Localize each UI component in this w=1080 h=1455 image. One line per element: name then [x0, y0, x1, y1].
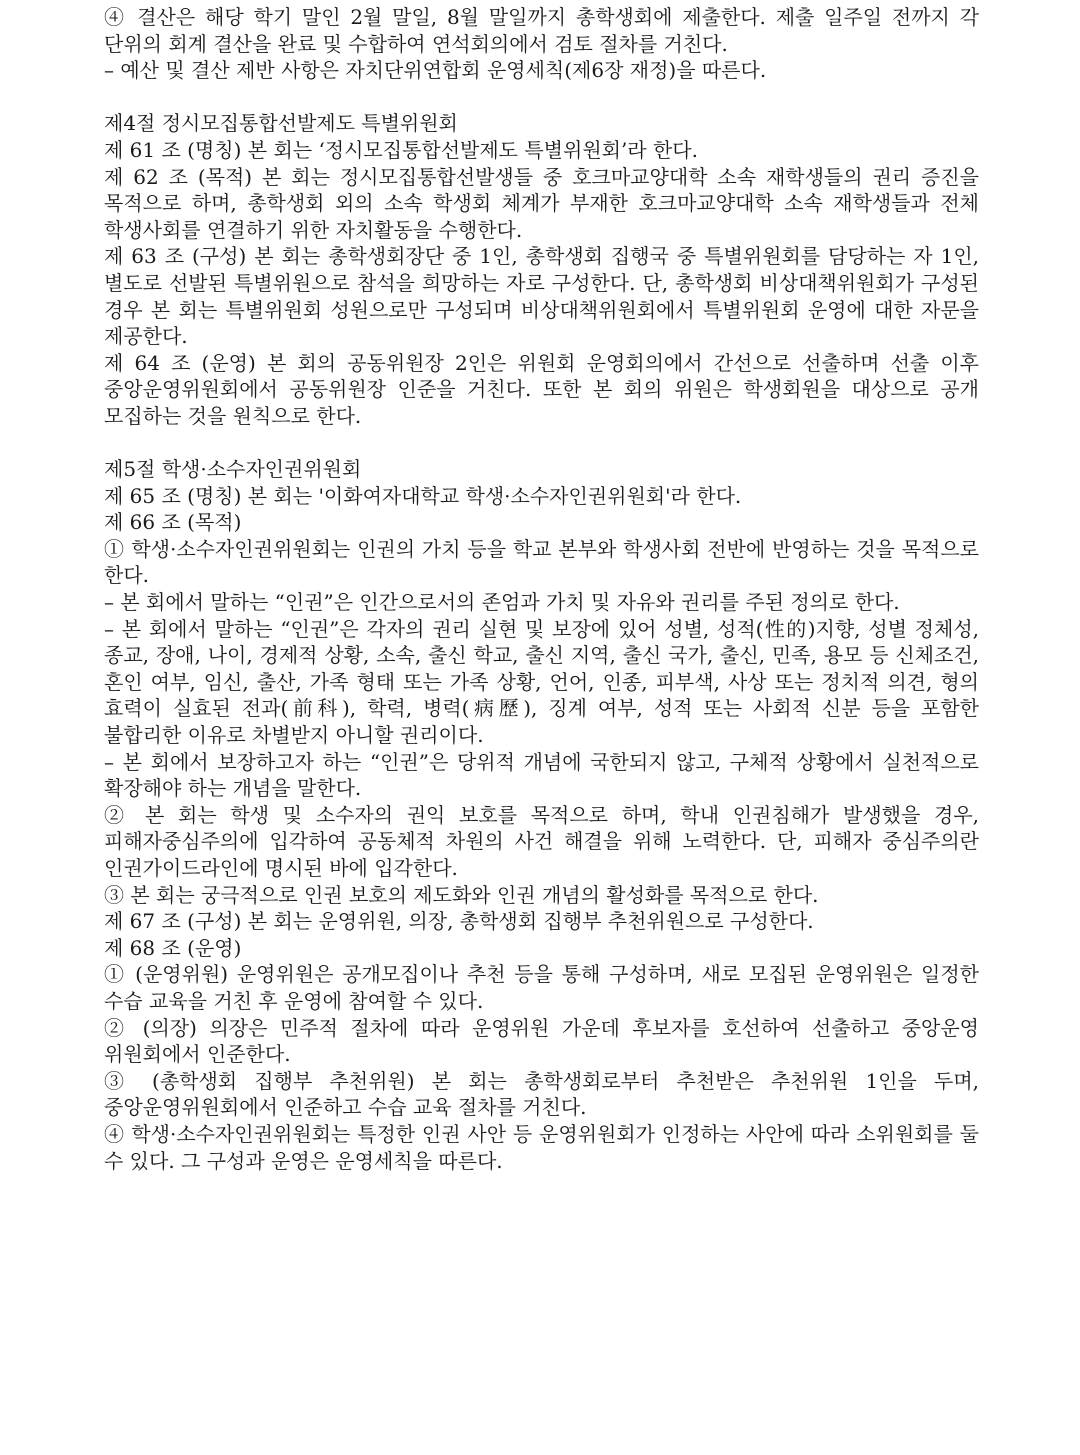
article-66-clause-3: ③ 본 회는 궁극적으로 인권 보호의 제도화와 인권 개념의 활성화를 목적으로 한다. — [104, 882, 819, 907]
article-64: 제 64 조 (운영) 본 회의 공동위원장 2인은 위원회 운영회의에서 간선으로 선출하며 선출 이후 중앙운영위원회에서 공동위원장 인준을 거친다. 또한 본 회의 위원은 학생회원을 대상으로 공개 모집하는 것을 원칙으로 한다. — [104, 350, 979, 428]
article-68-clause-1: ① (운영위원) 운영위원은 공개모집이나 추천 등을 통해 구성하며, 새로 모집된 운영위원은 일정한 수습 교육을 거친 후 운영에 참여할 수 있다. — [104, 962, 979, 1013]
article-68-clause-2: ② (의장) 의장은 민주적 절차에 따라 운영위원 가운데 후보자를 호선하여 선출하고 중앙운영 위원회에서 인준한다. — [104, 1015, 979, 1067]
article-65: 제 65 조 (명칭) 본 회는 '이화여자대학교 학생·소수자인권위원회'라 한다. — [104, 483, 742, 508]
article-68-clause-3: ③ (총학생회 집행부 추천위원) 본 회는 총학생회로부터 추천받은 추천위원 1인을 두며, 중앙운영위원회에서 인준하고 수습 교육 절차를 거친다. — [104, 1068, 979, 1120]
section-heading-4: 제4절 정시모집통합선발제도 특별위원회 — [104, 111, 458, 136]
paragraph-settlement-deadline: ④ 결산은 해당 학기 말인 2월 말일, 8월 말일까지 총학생회에 제출한다. 제출 일주일 전까지 각 단위의 회계 결산을 완료 및 수합하여 연석회의에서 검토 절차를 거친다. — [104, 5, 979, 56]
article-68-clause-4: ④ 학생·소수자인권위원회는 특정한 인권 사안 등 운영위원회가 인정하는 사안에 따라 소위원회를 둘 수 있다. 그 구성과 운영은 운영세칙을 따른다. — [104, 1121, 979, 1173]
article-66-heading: 제 66 조 (목적) — [104, 510, 242, 535]
article-61: 제 61 조 (명칭) 본 회는 ‘정시모집통합선발제도 특별위원회’라 한다. — [104, 137, 698, 162]
document-page — [104, 4, 979, 1174]
paragraph-budget-rules: – 예산 및 결산 제반 사항은 자치단위연합회 운영세칙(제6장 재정)을 따른다. — [104, 58, 767, 83]
article-66-item-definition: – 본 회에서 말하는 “인권”은 인간으로서의 존엄과 가치 및 자유와 권리를 주된 정의로 한다. — [104, 590, 900, 615]
article-66-item-non-discrimination: – 본 회에서 말하는 “인권”은 각자의 권리 실현 및 보장에 있어 성별, 성적(性的)지향, 성별 정체성, 종교, 장애, 나이, 경제적 상황, 소속, 출신 학교, 출신 지역, 출신 국가, 출신, 민족, 용모 등 신체조건, 혼인 여부, 임신, 출산, 가족 형태 또는 가족 상황, 언어, 인종, 피부색, 사상 또는 정치적 의견, 형의 효력이 실효된 전과(前科), 학력, 병력(病歷), 징계 여부, 성적 또는 사회적 신분 등을 포함한 불합리한 이유로 차별받지 아니할 권리이다. — [104, 616, 979, 748]
section-spacer — [104, 84, 979, 111]
article-67: 제 67 조 (구성) 본 회는 운영위원, 의장, 총학생회 집행부 추천위원으로 구성한다. — [104, 909, 814, 934]
article-66-clause-1: ① 학생·소수자인권위원회는 인권의 가치 등을 학교 본부와 학생사회 전반에 반영하는 것을 목적으로 한다. — [104, 536, 979, 588]
section-spacer — [104, 430, 979, 457]
article-62: 제 62 조 (목적) 본 회는 정시모집통합선발생들 중 호크마교양대학 소속 재학생들의 권리 증진을 목적으로 하며, 총학생회 외의 소속 학생회 체계가 부재한 호크마교양대학 소속 재학생들과 전체 학생사회를 연결하기 위한 자치활동을 수행한다. — [104, 164, 979, 242]
section-heading-5: 제5절 학생·소수자인권위원회 — [104, 457, 362, 482]
article-66-clause-2: ② 본 회는 학생 및 소수자의 권익 보호를 목적으로 하며, 학내 인권침해가 발생했을 경우, 피해자중심주의에 입각하여 공동체적 차원의 사건 해결을 위해 노력한다. 단, 피해자 중심주의란 인권가이드라인에 명시된 바에 입각한다. — [104, 802, 979, 880]
article-68-heading: 제 68 조 (운영) — [104, 935, 242, 960]
article-63: 제 63 조 (구성) 본 회는 총학생회장단 중 1인, 총학생회 집행국 중 특별위원회를 담당하는 자 1인, 별도로 선발된 특별위원으로 참석을 희망하는 자로 구성한다. 단, 총학생회 비상대책위원회가 구성된 경우 본 회는 특별위원회 성원으로만 구성되며 비상대책위원회에서 특별위원회 운영에 대한 자문을 제공한다. — [104, 244, 979, 349]
article-66-item-practical-concept: – 본 회에서 보장하고자 하는 “인권”은 당위적 개념에 국한되지 않고, 구체적 상황에서 실천적으로 확장해야 하는 개념을 말한다. — [104, 749, 979, 801]
